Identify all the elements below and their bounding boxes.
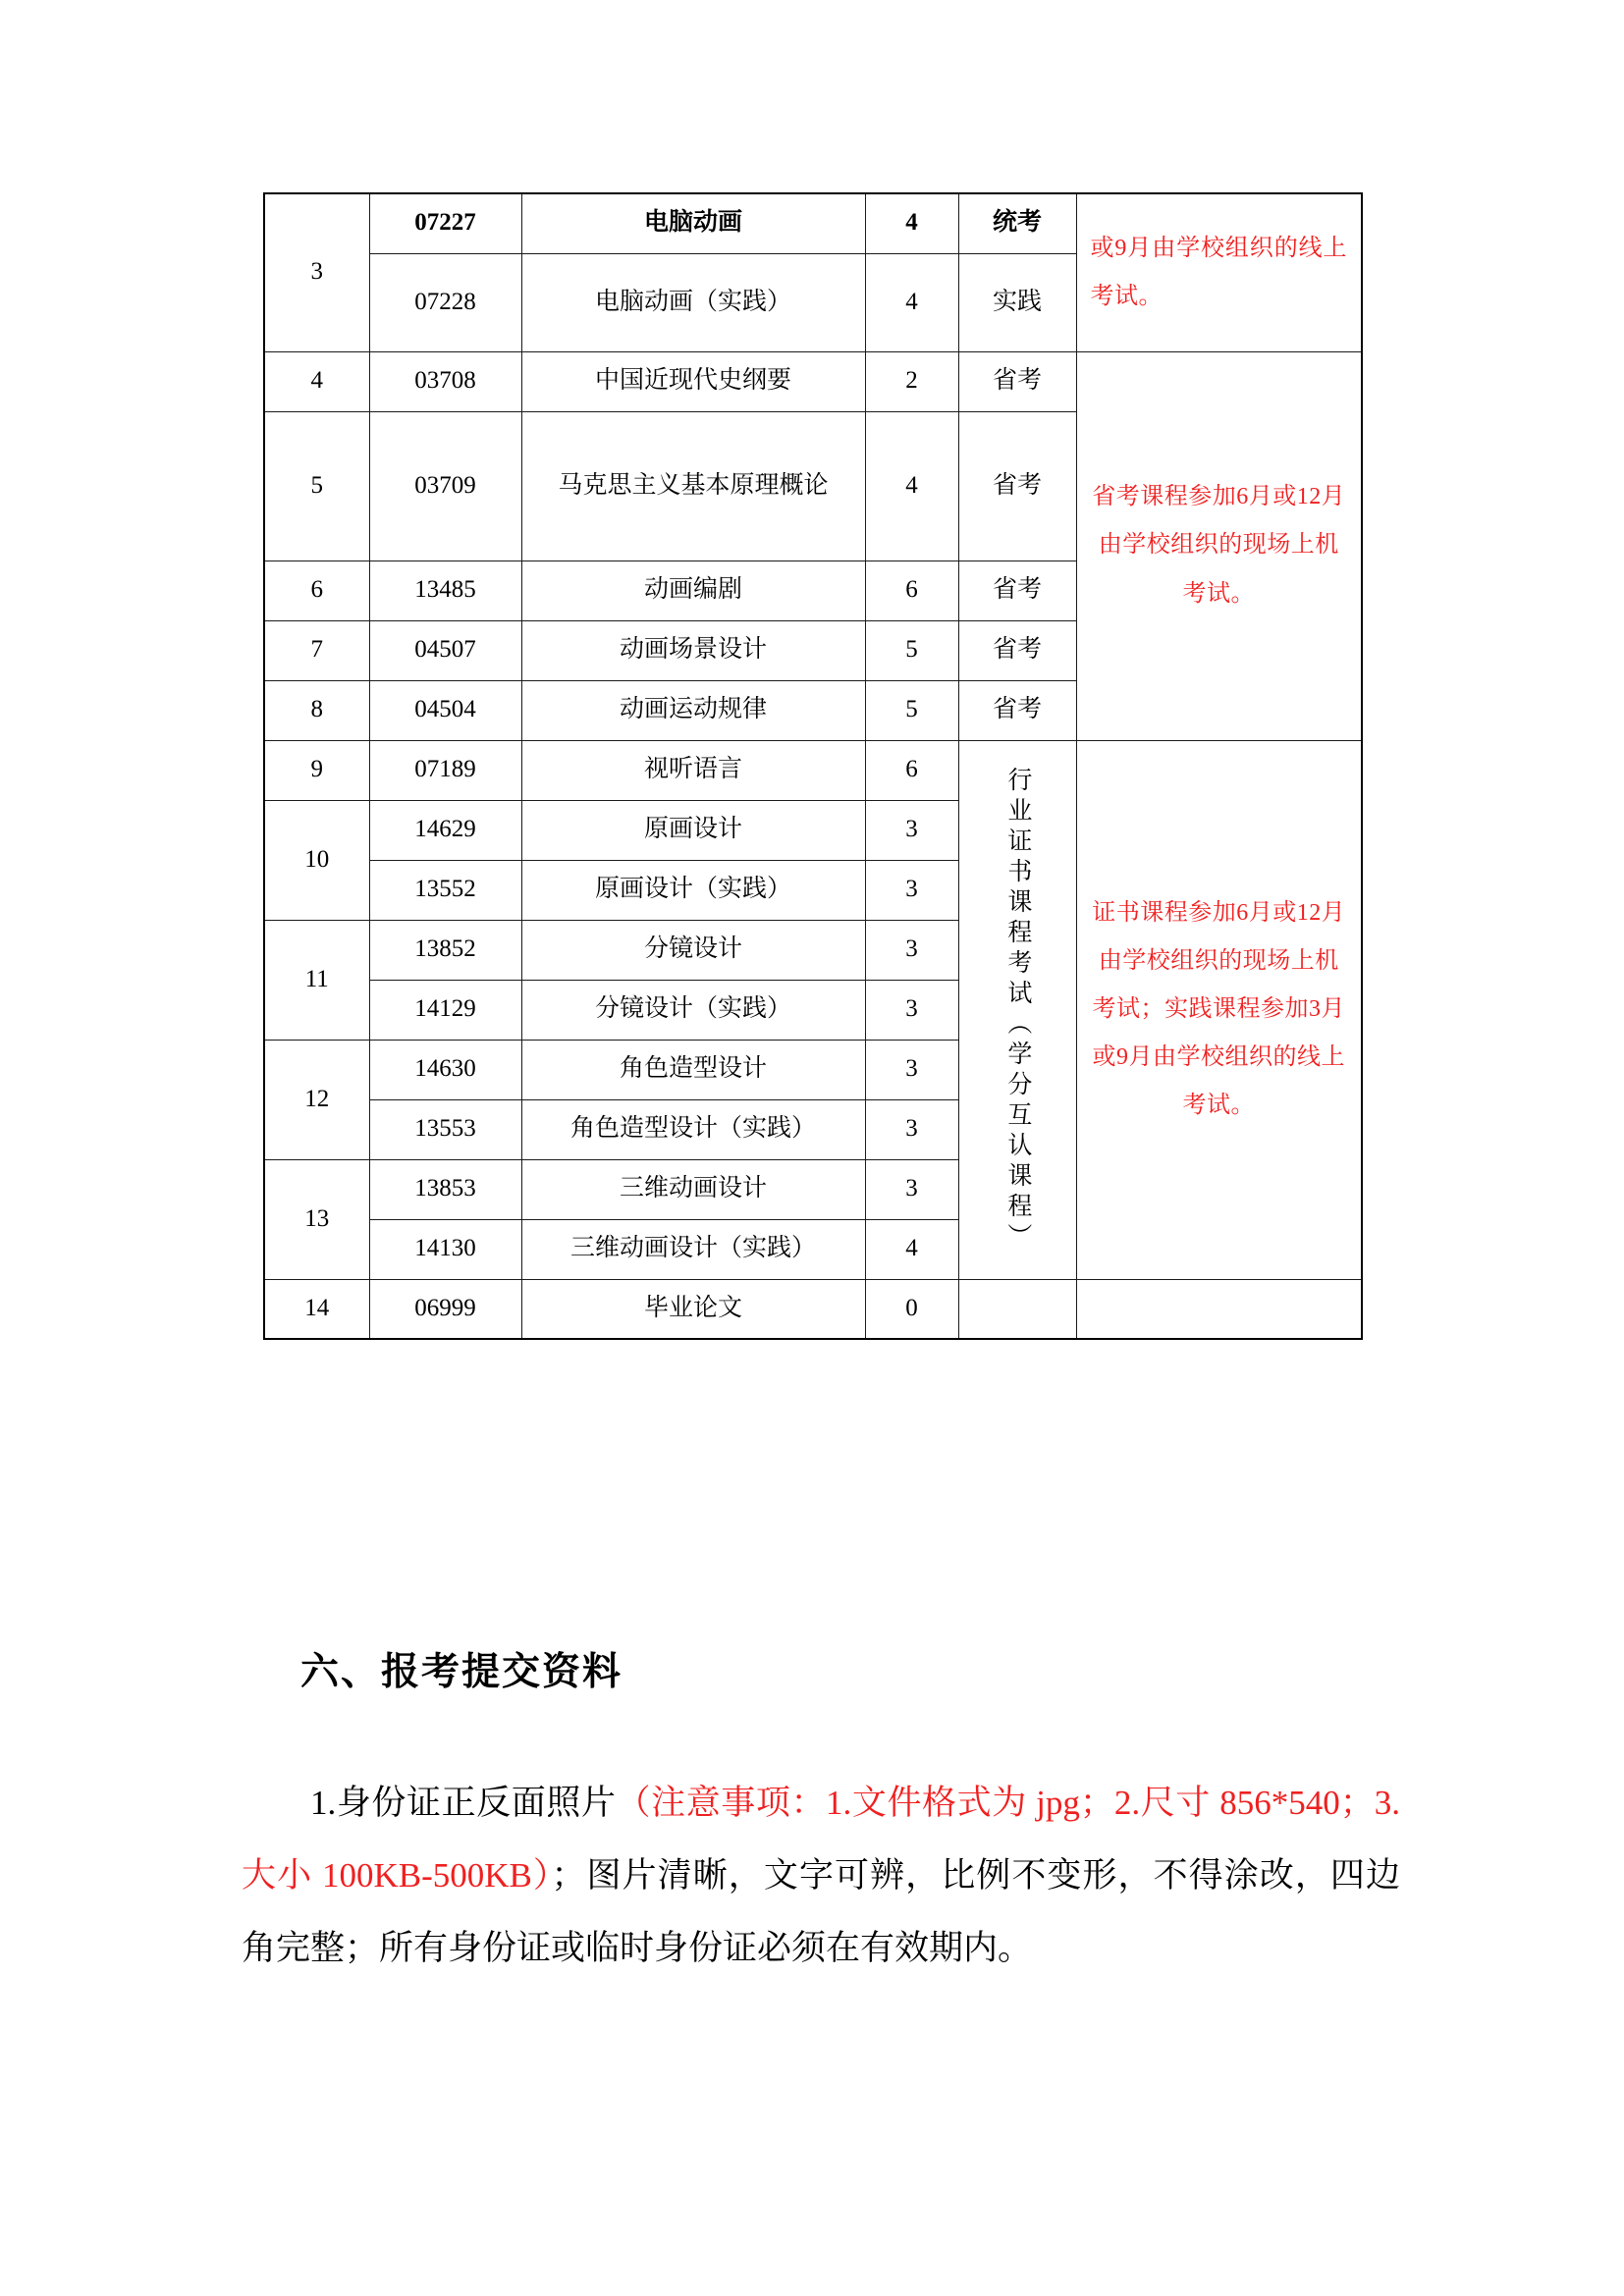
cell-serial-no: 12 xyxy=(264,1040,369,1159)
cell-course-name: 毕业论文 xyxy=(521,1279,865,1339)
cell-course-code: 04507 xyxy=(369,620,521,680)
cell-credits: 3 xyxy=(865,920,958,980)
cell-course-name: 动画场景设计 xyxy=(521,620,865,680)
cell-credits: 4 xyxy=(865,253,958,351)
cell-course-name: 电脑动画（实践） xyxy=(521,253,865,351)
cell-serial-no: 9 xyxy=(264,740,369,800)
cell-course-code: 07189 xyxy=(369,740,521,800)
cell-credits: 5 xyxy=(865,680,958,740)
cell-course-code: 14629 xyxy=(369,800,521,860)
cell-credits: 3 xyxy=(865,1159,958,1219)
cell-serial-no: 5 xyxy=(264,411,369,561)
cell-course-code: 07227 xyxy=(369,193,521,253)
cell-serial-no: 3 xyxy=(264,193,369,351)
cell-serial-no: 10 xyxy=(264,800,369,920)
course-plan-table xyxy=(263,192,1363,1340)
cell-course-code: 13853 xyxy=(369,1159,521,1219)
cell-credits: 3 xyxy=(865,860,958,920)
table-row xyxy=(264,740,1362,800)
table-row xyxy=(264,193,1362,253)
cell-serial-no: 4 xyxy=(264,351,369,411)
cell-course-code: 13852 xyxy=(369,920,521,980)
cell-course-code: 14130 xyxy=(369,1219,521,1279)
cell-course-code: 04504 xyxy=(369,680,521,740)
cell-course-name: 马克思主义基本原理概论 xyxy=(521,411,865,561)
paragraph-suffix: ；图片清晰，文字可辨，比例不变形，不得涂改，四边角完整；所有身份证或临时身份证必须在有效期内。 xyxy=(242,1856,1400,1967)
cell-credits: 0 xyxy=(865,1279,958,1339)
paragraph-prefix: 1.身份证正反面照片 xyxy=(310,1784,617,1822)
cell-course-code: 13485 xyxy=(369,561,521,620)
cell-course-name: 分镜设计 xyxy=(521,920,865,980)
cell-course-name: 三维动画设计 xyxy=(521,1159,865,1219)
cell-serial-no: 14 xyxy=(264,1279,369,1339)
cell-credits: 4 xyxy=(865,1219,958,1279)
cell-course-code: 06999 xyxy=(369,1279,521,1339)
cell-note-empty xyxy=(1076,1279,1362,1339)
paragraph-red-note: （注意事项：1.文件格式为 jpg；2.尺寸 856*540；3.大小 100KB-500KB） xyxy=(242,1784,1400,1895)
cell-course-name: 视听语言 xyxy=(521,740,865,800)
cell-note-certificate-exam: 证书课程参加6月或12月由学校组织的现场上机考试；实践课程参加3月或9月由学校组织的线上考试。 xyxy=(1076,740,1362,1279)
cell-course-name: 电脑动画 xyxy=(521,193,865,253)
cell-course-code: 13553 xyxy=(369,1099,521,1159)
cell-credits: 2 xyxy=(865,351,958,411)
cell-course-code: 03709 xyxy=(369,411,521,561)
cell-serial-no: 6 xyxy=(264,561,369,620)
cell-serial-no: 8 xyxy=(264,680,369,740)
cell-credits: 4 xyxy=(865,193,958,253)
cell-exam-type: 统考 xyxy=(958,193,1076,253)
cell-course-name: 动画运动规律 xyxy=(521,680,865,740)
cell-course-name: 角色造型设计（实践） xyxy=(521,1099,865,1159)
cell-exam-type-empty xyxy=(958,1279,1076,1339)
cell-exam-type: 省考 xyxy=(958,680,1076,740)
cell-course-name: 原画设计（实践） xyxy=(521,860,865,920)
cell-credits: 4 xyxy=(865,411,958,561)
cell-credits: 3 xyxy=(865,1099,958,1159)
cell-exam-type: 省考 xyxy=(958,351,1076,411)
cell-note-provincial-exam: 省考课程参加6月或12月由学校组织的现场上机考试。 xyxy=(1076,351,1362,740)
cell-course-code: 13552 xyxy=(369,860,521,920)
cell-course-name: 中国近现代史纲要 xyxy=(521,351,865,411)
vertical-text-label: 行业证书课程考试（学分互认课程） xyxy=(1003,766,1031,1254)
cell-course-code: 03708 xyxy=(369,351,521,411)
cell-course-code: 07228 xyxy=(369,253,521,351)
cell-credits: 3 xyxy=(865,1040,958,1099)
cell-credits: 6 xyxy=(865,561,958,620)
cell-credits: 3 xyxy=(865,800,958,860)
page-section-heading: 六、报考提交资料 xyxy=(300,1651,623,1693)
cell-course-code: 14630 xyxy=(369,1040,521,1099)
table-row xyxy=(264,1279,1362,1339)
cell-course-code: 14129 xyxy=(369,980,521,1040)
cell-course-name: 动画编剧 xyxy=(521,561,865,620)
cell-exam-type-certificate-vertical xyxy=(958,740,1076,1279)
cell-exam-type: 省考 xyxy=(958,620,1076,680)
cell-course-name: 三维动画设计（实践） xyxy=(521,1219,865,1279)
cell-serial-no: 13 xyxy=(264,1159,369,1279)
cell-course-name: 原画设计 xyxy=(521,800,865,860)
cell-exam-type: 省考 xyxy=(958,411,1076,561)
table-row xyxy=(264,351,1362,411)
cell-note-unified-exam: 或9月由学校组织的线上考试。 xyxy=(1076,193,1362,351)
cell-course-name: 分镜设计（实践） xyxy=(521,980,865,1040)
cell-credits: 5 xyxy=(865,620,958,680)
cell-exam-type: 省考 xyxy=(958,561,1076,620)
cell-exam-type: 实践 xyxy=(958,253,1076,351)
cell-credits: 3 xyxy=(865,980,958,1040)
cell-course-name: 角色造型设计 xyxy=(521,1040,865,1099)
requirements-paragraph xyxy=(242,1767,1400,1985)
cell-serial-no: 11 xyxy=(264,920,369,1040)
cell-serial-no: 7 xyxy=(264,620,369,680)
cell-credits: 6 xyxy=(865,740,958,800)
